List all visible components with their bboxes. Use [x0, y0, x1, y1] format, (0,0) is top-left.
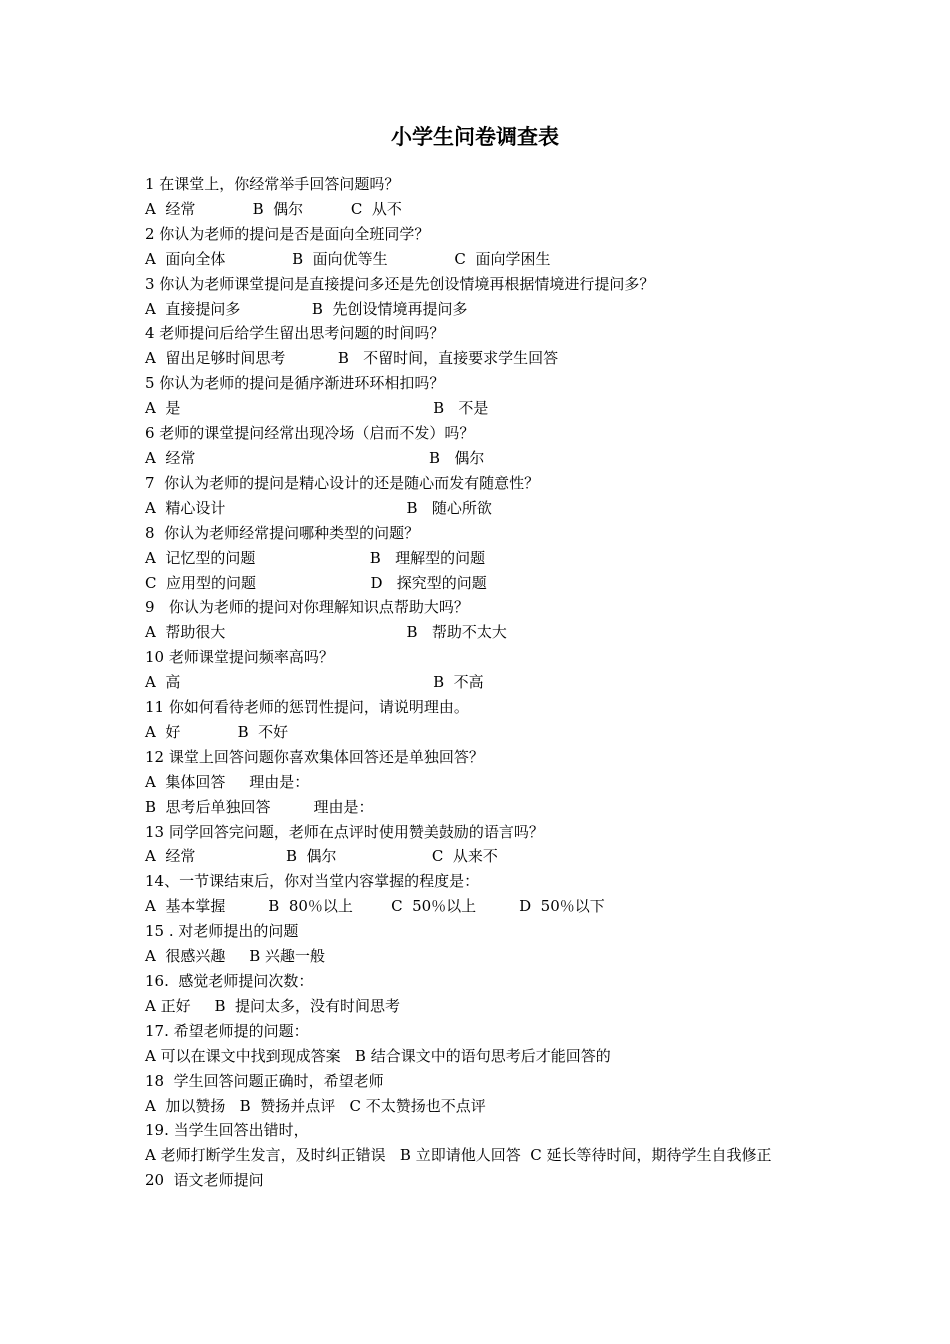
options-2: A 面向全体 B 面向优等生 C 面向学困生 — [145, 249, 551, 268]
questionnaire-body — [145, 172, 810, 1193]
page-title: 小学生问卷调查表 — [391, 124, 559, 149]
question-11: 11 你如何看待老师的惩罚性提问，请说明理由。 — [145, 698, 469, 717]
question-7: 7 你认为老师的提问是精心设计的还是随心而发有随意性？ — [145, 473, 540, 492]
options-18: A 加以赞扬 B 赞扬并点评 C 不太赞扬也不点评 — [145, 1096, 486, 1115]
question-19: 19. 当学生回答出错时， — [145, 1121, 309, 1140]
question-8: 8 你认为老师经常提问哪种类型的问题？ — [145, 523, 420, 542]
question-6: 6 老师的课堂提问经常出现冷场（启而不发）吗？ — [145, 424, 475, 443]
question-4: 4 老师提问后给学生留出思考问题的时间吗？ — [145, 324, 445, 343]
options-15: A 很感兴趣 B 兴趣一般 — [145, 947, 326, 966]
question-5: 5 你认为老师的提问是循序渐进环环相扣吗？ — [145, 374, 445, 393]
question-13: 13 同学回答完问题，老师在点评时使用赞美鼓励的语言吗？ — [145, 822, 544, 841]
question-2: 2 你认为老师的提问是否是面向全班同学？ — [145, 224, 430, 243]
options-3: A 直接提问多 B 先创设情境再提问多 — [145, 299, 468, 318]
question-9: 9 你认为老师的提问对你理解知识点帮助大吗？ — [145, 598, 469, 617]
options-14: A 基本掌握 B 80％以上 C 50％以上 D 50％以下 — [145, 897, 605, 916]
options-16: A 正好 B 提问太多，没有时间思考 — [145, 996, 401, 1015]
options-10: A 高 B 不高 — [145, 673, 484, 692]
question-17: 17. 希望老师提的问题： — [145, 1021, 309, 1040]
options-8-cd: C 应用型的问题 D 探究型的问题 — [145, 573, 487, 592]
options-8-ab: A 记忆型的问题 B 理解型的问题 — [145, 548, 486, 567]
options-12-b: B 思考后单独回答 理由是： — [145, 797, 374, 816]
options-1: A 经常 B 偶尔 C 从不 — [145, 199, 402, 218]
question-18: 18 学生回答问题正确时，希望老师 — [145, 1071, 384, 1090]
options-7: A 精心设计 B 随心所欲 — [145, 498, 492, 517]
options-13: A 经常 B 偶尔 C 从来不 — [145, 847, 498, 866]
options-5: A 是 B 不是 — [145, 399, 489, 418]
question-12: 12 课堂上回答问题你喜欢集体回答还是单独回答？ — [145, 747, 484, 766]
options-9: A 帮助很大 B 帮助不太大 — [145, 623, 507, 642]
options-6: A 经常 B 偶尔 — [145, 448, 485, 467]
question-3: 3 你认为老师课堂提问是直接提问多还是先创设情境再根据情境进行提问多？ — [145, 274, 655, 293]
question-20: 20 语文老师提问 — [145, 1171, 264, 1190]
options-4: A 留出足够时间思考 B 不留时间，直接要求学生回答 — [145, 349, 559, 368]
options-11: A 好 B 不好 — [145, 722, 289, 741]
question-14: 14、一节课结束后，你对当堂内容掌握的程度是： — [145, 872, 480, 891]
question-10: 10 老师课堂提问频率高吗？ — [145, 648, 334, 667]
question-15: 15 . 对老师提出的问题 — [145, 922, 299, 941]
options-19: A 老师打断学生发言，及时纠正错误 B 立即请他人回答 C 延长等待时间，期待学生自我修正 — [145, 1146, 772, 1165]
options-12-a: A 集体回答 理由是： — [145, 772, 310, 791]
question-16: 16. 感觉老师提问次数： — [145, 972, 314, 990]
question-1: 1 在课堂上，你经常举手回答问题吗？ — [145, 175, 400, 193]
options-17: A 可以在课文中找到现成答案 B 结合课文中的语句思考后才能回答的 — [145, 1046, 611, 1065]
